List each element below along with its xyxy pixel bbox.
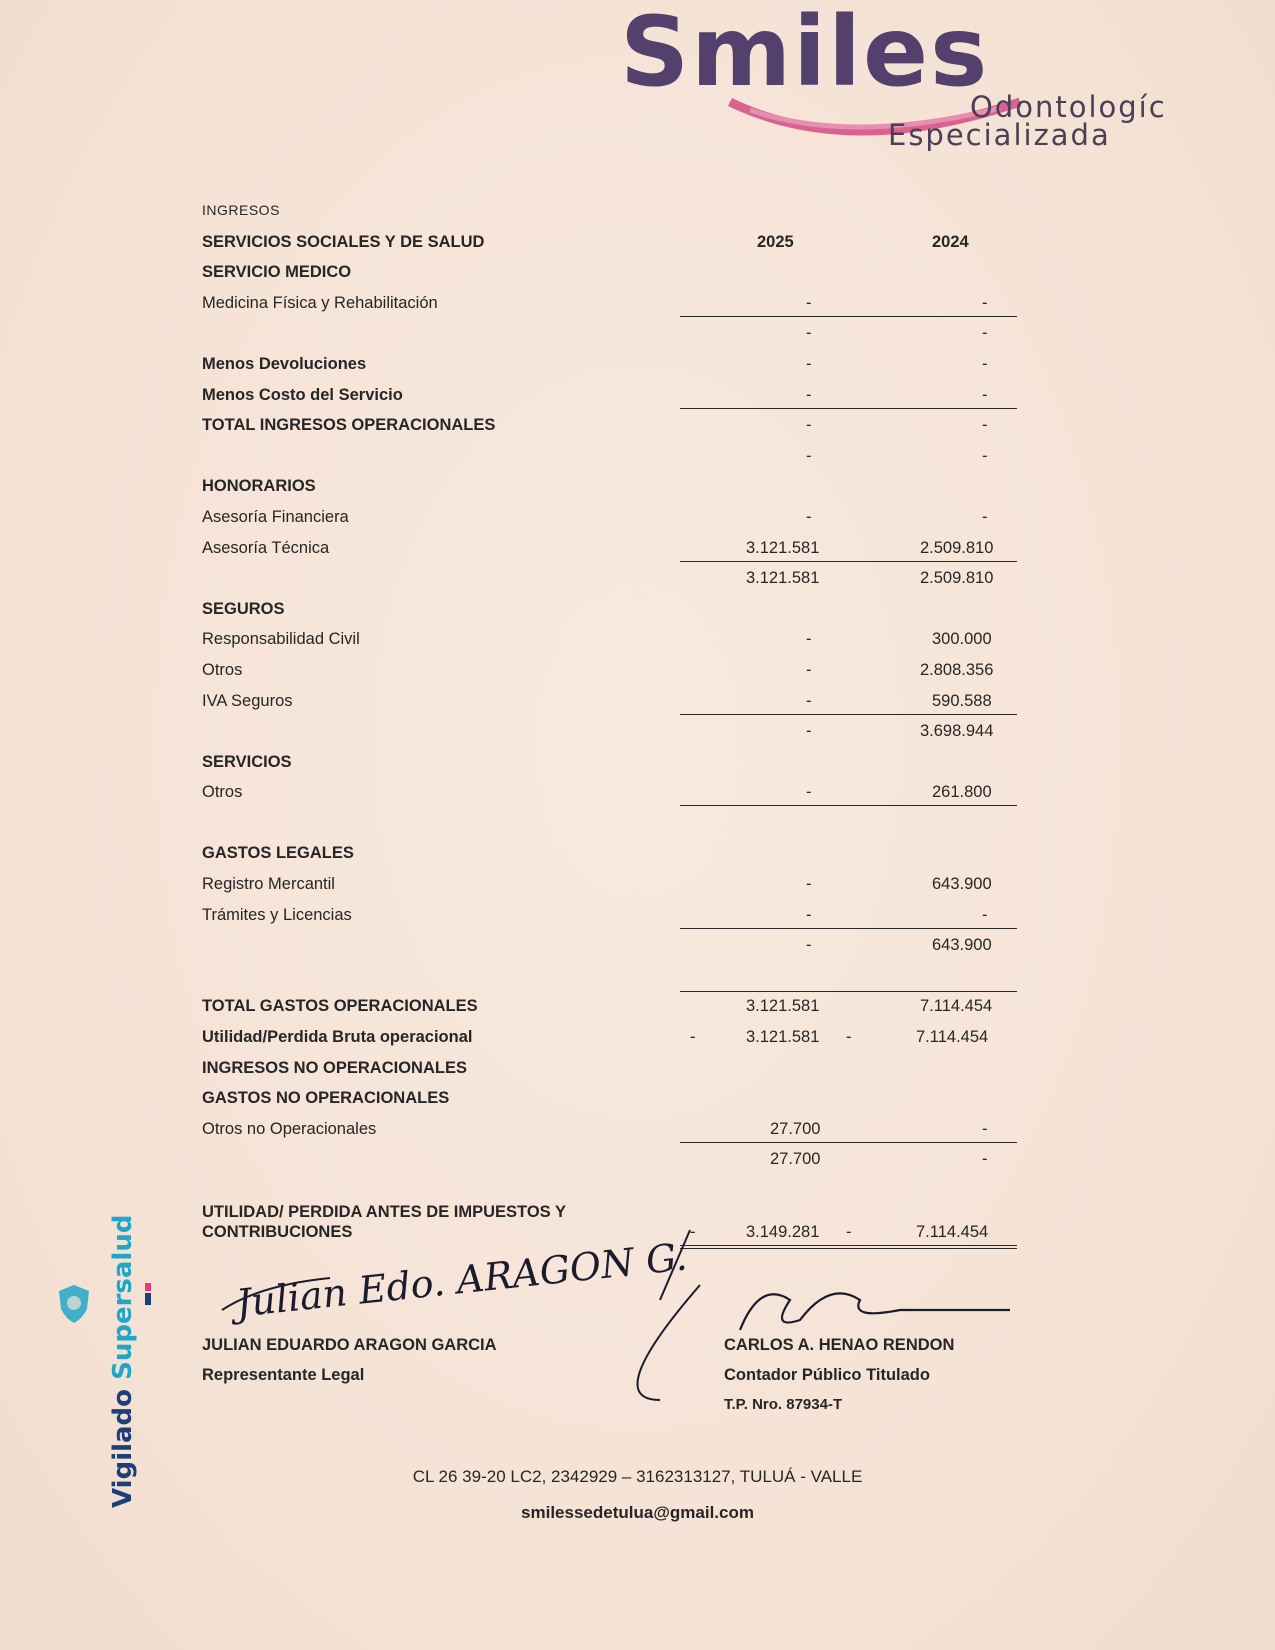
double-underline [680, 1245, 1017, 1246]
value-2025: 3.121.581 [746, 538, 820, 557]
underline [680, 1142, 1017, 1143]
row-label: SERVICIO MEDICO [202, 263, 352, 282]
logo-subtitle-2: Especializada [888, 118, 1111, 152]
value-2024: - [982, 293, 988, 312]
left-signer-name: JULIAN EDUARDO ARAGON GARCIA [202, 1336, 497, 1354]
value-2024: 2.808.356 [920, 660, 994, 679]
right-signer-license: T.P. Nro. 87934-T [724, 1396, 843, 1413]
value-2024: - [982, 507, 988, 526]
table-row [202, 257, 1082, 288]
logo-word: Smiles [620, 0, 990, 108]
table-row [202, 747, 1082, 778]
table-row [202, 869, 1082, 900]
value-2025: - [806, 324, 812, 343]
table-row [202, 1053, 1082, 1084]
row-label: GASTOS LEGALES [202, 844, 354, 863]
section-title: INGRESOS [202, 202, 280, 218]
right-signer-role: Contador Público Titulado [724, 1366, 930, 1384]
table-row [202, 686, 1082, 717]
value-2024: 7.114.454 [916, 1028, 989, 1047]
value-2024: 643.900 [932, 936, 992, 955]
row-label: SERVICIOS [202, 752, 292, 771]
table-row [202, 1083, 1082, 1114]
underline [680, 928, 1017, 929]
row-label: Menos Costo del Servicio [202, 385, 403, 404]
row-label: TOTAL INGRESOS OPERACIONALES [202, 416, 496, 435]
table-row [202, 1144, 1082, 1175]
underline [680, 316, 1017, 317]
table-row [202, 1223, 1082, 1254]
table-row [202, 624, 1082, 655]
negative-sign-2025: - [690, 1223, 696, 1241]
value-2025: 3.149.281 [746, 1223, 820, 1241]
negative-sign-2025: - [690, 1028, 696, 1047]
value-2024: - [982, 416, 988, 435]
row-label: Menos Devoluciones [202, 354, 367, 373]
smiles-logo [600, 0, 1240, 160]
overline [680, 991, 1017, 992]
table-row [202, 471, 1082, 502]
value-2025: 27.700 [770, 1150, 821, 1169]
value-2025: - [806, 722, 812, 741]
row-label: Asesoría Financiera [202, 507, 349, 526]
row-label: Responsabilidad Civil [202, 630, 360, 649]
value-2025: - [806, 936, 812, 955]
value-2025: - [806, 630, 812, 649]
income-statement [202, 196, 1082, 1254]
shield-icon [56, 1283, 92, 1325]
row-label: Otros [202, 783, 243, 802]
value-2024: - [982, 905, 988, 924]
value-2025: 27.700 [770, 1119, 821, 1138]
row-label: Otros no Operacionales [202, 1119, 377, 1138]
value-2024: 261.800 [932, 783, 992, 802]
value-2025: - [806, 293, 812, 312]
row-label: INGRESOS NO OPERACIONALES [202, 1058, 467, 1077]
spacer-row [202, 1175, 1082, 1197]
row-label: Asesoría Técnica [202, 538, 330, 557]
table-row [202, 930, 1082, 961]
value-2025: - [806, 875, 812, 894]
table-row [202, 318, 1082, 349]
table-row [202, 991, 1082, 1022]
underline [680, 714, 1017, 715]
table-row [202, 777, 1082, 808]
table-row [202, 716, 1082, 747]
value-2024: - [982, 324, 988, 343]
value-2025: 3.121.581 [746, 997, 820, 1016]
row-label: TOTAL GASTOS OPERACIONALES [202, 997, 478, 1016]
value-2025: - [806, 446, 812, 465]
row-label: Registro Mercantil [202, 875, 335, 894]
value-2024: - [982, 1119, 988, 1138]
stamp-part-1: Vigilado [108, 1388, 138, 1508]
value-2025: - [806, 507, 812, 526]
underline [680, 408, 1017, 409]
value-2024: 7.114.454 [920, 997, 993, 1016]
value-2025: - [806, 416, 812, 435]
value-2024: 2.509.810 [920, 569, 994, 588]
footer-address: CL 26 39-20 LC2, 2342929 – 3162313127, TULUÁ - VALLE [412, 1467, 863, 1486]
underline [680, 805, 1017, 806]
value-2024: 3.698.944 [920, 722, 994, 741]
table-row [202, 838, 1082, 869]
row-label: SEGUROS [202, 599, 285, 618]
stamp-bar-icon [145, 1283, 151, 1307]
table-row [202, 563, 1082, 594]
value-2025: - [806, 905, 812, 924]
row-label: Trámites y Licencias [202, 905, 352, 924]
value-2025: 3.121.581 [746, 569, 820, 588]
underline [680, 561, 1017, 562]
negative-sign-2024: - [846, 1028, 852, 1047]
spacer-row [202, 808, 1082, 839]
table-row [202, 900, 1082, 931]
row-label: UTILIDAD/ PERDIDA ANTES DE IMPUESTOS Y [202, 1203, 566, 1221]
stamp-part-2: Supersalud [108, 1214, 138, 1380]
column-header-row [202, 227, 1082, 258]
table-row [202, 1114, 1082, 1145]
left-signer-role: Representante Legal [202, 1366, 365, 1384]
value-2025: - [806, 660, 812, 679]
value-2025: - [806, 385, 812, 404]
table-row [202, 594, 1082, 625]
value-2024: 7.114.454 [916, 1223, 989, 1241]
row-label: CONTRIBUCIONES [202, 1223, 353, 1241]
section-header-row [202, 196, 1082, 227]
value-2024: - [982, 1150, 988, 1169]
logo-subtitle-1: Odontologíc [970, 90, 1167, 124]
value-2024: 300.000 [932, 630, 992, 649]
value-2025: - [806, 354, 812, 373]
left-handwritten-signature: Julian Edo. ARAGON G. [233, 1234, 690, 1326]
row-label: Utilidad/Perdida Bruta operacional [202, 1028, 473, 1047]
value-2024: 590.588 [932, 691, 992, 710]
value-2024: 2.509.810 [920, 538, 994, 557]
table-row [202, 1197, 1082, 1223]
row-label: Otros [202, 660, 243, 679]
table-row [202, 349, 1082, 380]
value-2025: 3.121.581 [746, 1028, 820, 1047]
value-2024: 643.900 [932, 875, 992, 894]
table-row [202, 502, 1082, 533]
year-2025-header: 2025 [757, 232, 794, 251]
table-row [202, 288, 1082, 319]
value-2024: - [982, 446, 988, 465]
value-2024: - [982, 385, 988, 404]
value-2024: - [982, 354, 988, 373]
year-2024-header: 2024 [932, 232, 969, 251]
table-row [202, 1022, 1082, 1053]
negative-sign-2024: - [846, 1223, 852, 1241]
table-row [202, 410, 1082, 441]
spacer-row [202, 961, 1082, 992]
right-signer-name: CARLOS A. HENAO RENDON [724, 1336, 955, 1354]
row-label: GASTOS NO OPERACIONALES [202, 1089, 450, 1108]
table-row [202, 380, 1082, 411]
value-2025: - [806, 783, 812, 802]
footer-email: smilessedetulua@gmail.com [521, 1503, 754, 1522]
table-row [202, 441, 1082, 472]
row-label: Medicina Física y Rehabilitación [202, 293, 438, 312]
value-2025: - [806, 691, 812, 710]
category-title: SERVICIOS SOCIALES Y DE SALUD [202, 232, 485, 251]
row-label: IVA Seguros [202, 691, 293, 710]
table-row [202, 533, 1082, 564]
row-label: HONORARIOS [202, 477, 316, 496]
vigilado-supersalud-stamp [108, 1215, 138, 1508]
table-row [202, 655, 1082, 686]
